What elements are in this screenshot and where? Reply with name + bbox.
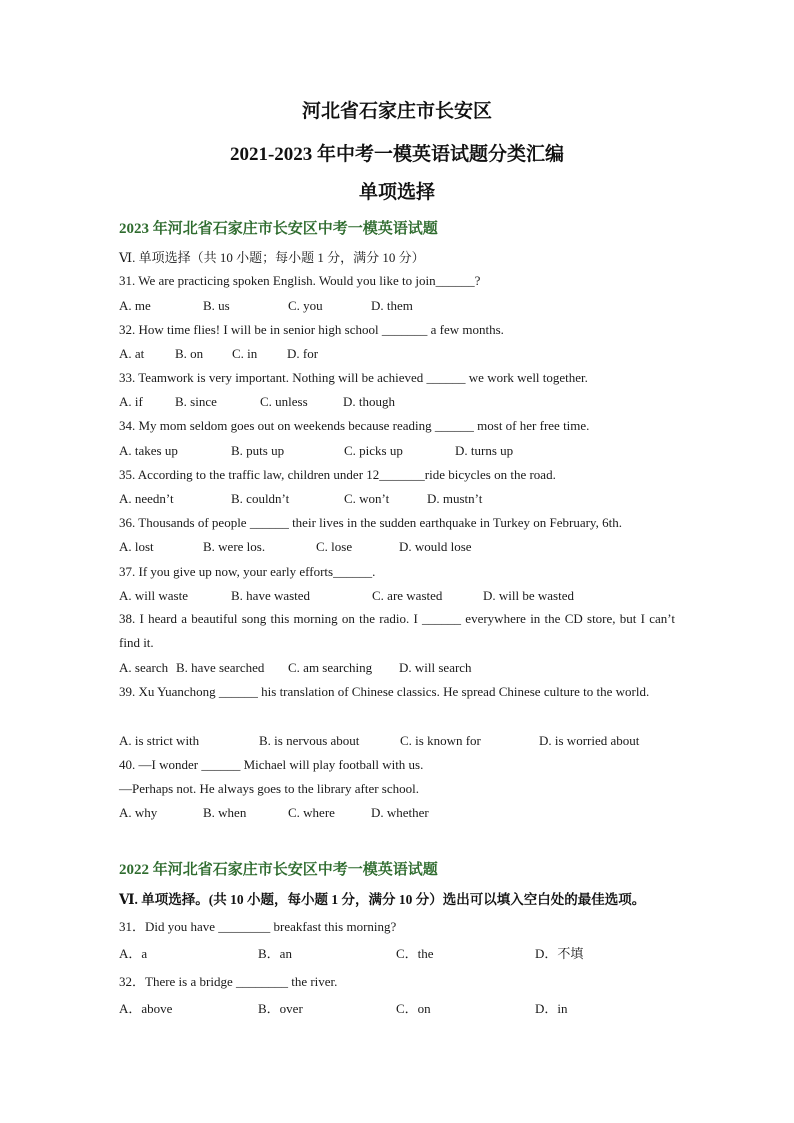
question-stem-32: 32. How time flies! I will be in senior high school _______ a few months. bbox=[119, 322, 504, 337]
option-c: C．on bbox=[396, 1001, 431, 1016]
option-d: D．in bbox=[535, 1001, 568, 1016]
question-stem-38: 38. I heard a beautiful song this morning on the radio. I ______ everywhere in the CD store, but I can’t find it. bbox=[119, 611, 675, 650]
question-stem-2022-31: 31．Did you have ________ breakfast this morning? bbox=[119, 919, 397, 934]
option-a: A. if bbox=[119, 394, 143, 409]
option-a: A．above bbox=[119, 1001, 173, 1016]
option-c: C．the bbox=[396, 946, 434, 961]
option-c: C. won’t bbox=[344, 491, 390, 506]
option-b: B．over bbox=[258, 1001, 303, 1016]
option-d: D. will be wasted bbox=[483, 588, 574, 603]
question-stem-36: 36. Thousands of people ______ their lives in the sudden earthquake in Turkey on February, 6th. bbox=[119, 515, 622, 530]
option-d: D. them bbox=[371, 298, 413, 313]
option-c: C. unless bbox=[260, 394, 308, 409]
option-a: A. why bbox=[119, 805, 158, 820]
section-instruction-2022: Ⅵ. 单项选择。(共 10 小题，每小题 1 分，满分 10 分）选出可以填入空白处的最佳选项。 bbox=[119, 892, 646, 907]
option-b: B. have searched bbox=[176, 660, 265, 675]
option-b: B. on bbox=[175, 346, 204, 361]
option-a: A. me bbox=[119, 298, 151, 313]
option-c: C. lose bbox=[316, 539, 353, 554]
option-d: D. for bbox=[287, 346, 319, 361]
option-d: D. whether bbox=[371, 805, 429, 820]
option-c: C. where bbox=[288, 805, 335, 820]
option-c: C. picks up bbox=[344, 443, 403, 458]
option-a: A. at bbox=[119, 346, 145, 361]
question-stem-40: 40. —I wonder ______ Michael will play football with us. bbox=[119, 757, 424, 772]
section-heading-2023: 2023 年河北省石家庄市长安区中考一模英语试题 bbox=[119, 221, 438, 237]
option-b: B. couldn’t bbox=[231, 491, 290, 506]
option-d: D. turns up bbox=[455, 443, 514, 458]
option-b: B. were los. bbox=[203, 539, 266, 554]
option-b: B. us bbox=[203, 298, 230, 313]
option-b: B. is nervous about bbox=[259, 733, 360, 748]
option-b: B. puts up bbox=[231, 443, 285, 458]
option-c: C. you bbox=[288, 298, 323, 313]
option-d: D. though bbox=[343, 394, 395, 409]
question-stem-37: 37. If you give up now, your early efforts______. bbox=[119, 564, 376, 579]
document-title-series: 2021-2023 年中考一模英语试题分类汇编 bbox=[229, 144, 565, 165]
question-stem-2022-32: 32．There is a bridge ________ the river. bbox=[119, 974, 338, 989]
option-c: C. am searching bbox=[288, 660, 373, 675]
option-b: B．an bbox=[258, 946, 292, 961]
option-d: D. is worried about bbox=[539, 733, 640, 748]
option-b: B. since bbox=[175, 394, 217, 409]
option-d: D. mustn’t bbox=[427, 491, 483, 506]
option-c: C. is known for bbox=[400, 733, 481, 748]
option-b: B. have wasted bbox=[231, 588, 311, 603]
option-a: A. lost bbox=[119, 539, 154, 554]
question-stem-39: 39. Xu Yuanchong ______ his translation of Chinese classics. He spread Chinese culture to the world. bbox=[119, 684, 650, 699]
option-d: D. will search bbox=[399, 660, 472, 675]
option-c: C. are wasted bbox=[372, 588, 443, 603]
option-a: A. needn’t bbox=[119, 491, 174, 506]
option-a: A. search bbox=[119, 660, 169, 675]
question-stem-40-reply: —Perhaps not. He always goes to the library after school. bbox=[119, 781, 420, 796]
section-instruction-2023: Ⅵ. 单项选择（共 10 小题；每小题 1 分，满分 10 分） bbox=[119, 250, 425, 265]
question-stem-31: 31. We are practicing spoken English. Would you like to join______? bbox=[119, 273, 481, 288]
option-a: A. is strict with bbox=[119, 733, 200, 748]
option-a: A. takes up bbox=[119, 443, 178, 458]
option-d: D. would lose bbox=[399, 539, 472, 554]
option-b: B. when bbox=[203, 805, 247, 820]
option-a: A. will waste bbox=[119, 588, 188, 603]
question-stem-35: 35. According to the traffic law, children under 12_______ride bicycles on the road. bbox=[119, 467, 556, 482]
option-d: D．不填 bbox=[535, 946, 584, 961]
question-stem-34: 34. My mom seldom goes out on weekends because reading ______ most of her free time. bbox=[119, 418, 590, 433]
option-c: C. in bbox=[232, 346, 258, 361]
document-title-topic: 单项选择 bbox=[358, 182, 435, 203]
section-heading-2022: 2022 年河北省石家庄市长安区中考一模英语试题 bbox=[119, 862, 438, 878]
question-stem-33: 33. Teamwork is very important. Nothing will be achieved ______ we work well together. bbox=[119, 370, 588, 385]
document-title-region: 河北省石家庄市长安区 bbox=[301, 101, 492, 122]
option-a: A．a bbox=[119, 946, 148, 961]
